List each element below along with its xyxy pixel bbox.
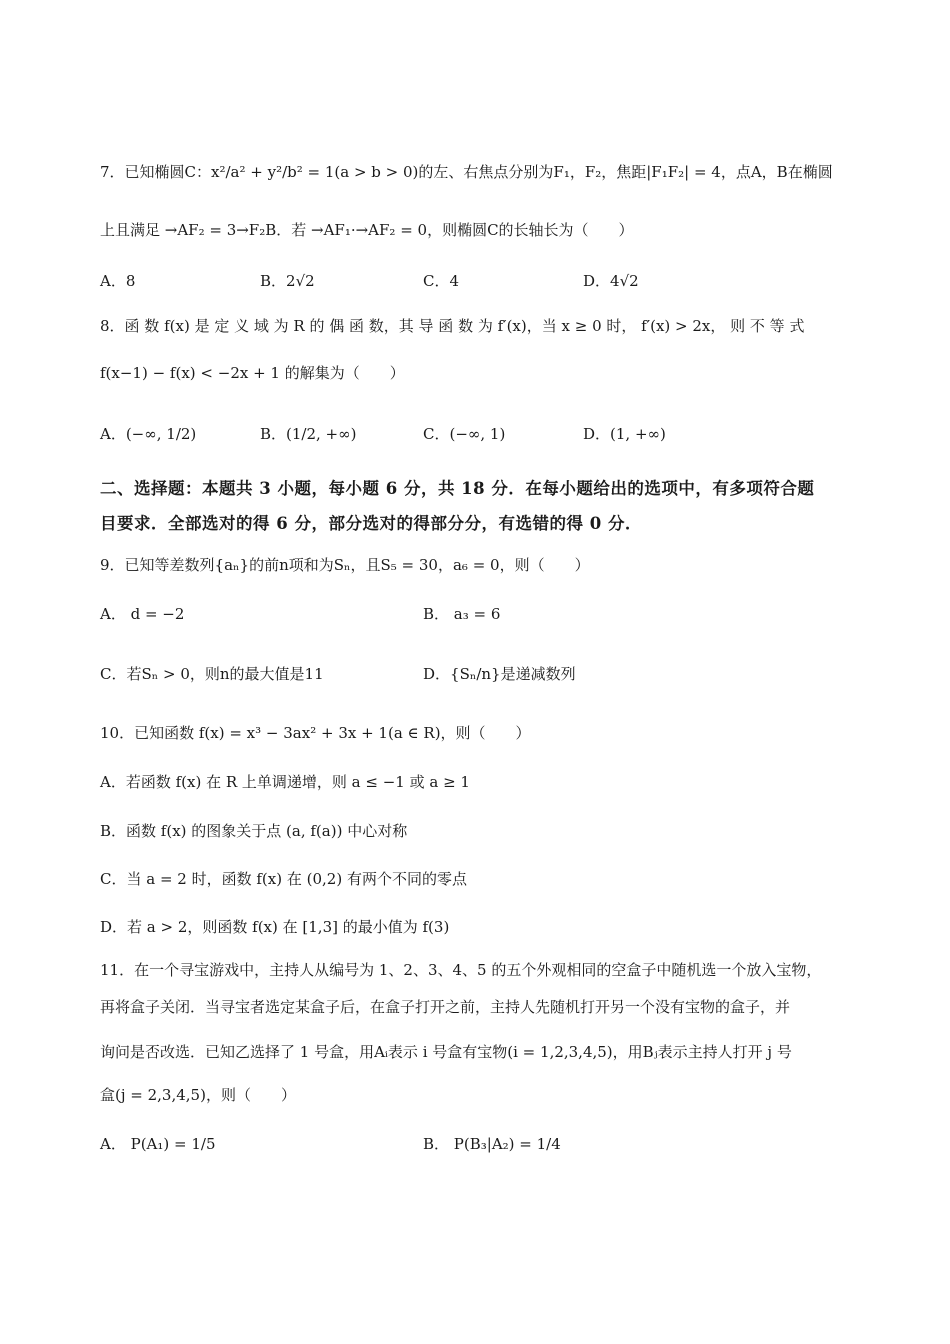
q7-line2: 上且满足 →AF₂ = 3→F₂B．若 →AF₁·→AF₂ = 0，则椭圆C的长轴长为（ ） — [100, 221, 634, 239]
q7-option-d: D．4√2 — [583, 272, 639, 290]
q7-option-b: B．2√2 — [260, 272, 315, 290]
q11-line2: 再将盒子关闭．当寻宝者选定某盒子后，在盒子打开之前，主持人先随机打开另一个没有宝物的盒子，并 — [100, 998, 791, 1016]
q9-option-d: D．{Sₙ/n}是递减数列 — [423, 665, 576, 683]
q8-line1: 8．函 数 f(x) 是 定 义 域 为 R 的 偶 函 数，其 导 函 数 为 f′(x)，当 x ≥ 0 时， f′(x) > 2x， 则 不 等 式 — [100, 317, 805, 335]
q11-line1: 11．在一个寻宝游戏中，主持人从编号为 1、2、3、4、5 的五个外观相同的空盒子中随机选一个放入宝物， — [100, 961, 822, 979]
q7-option-c: C．4 — [423, 272, 460, 290]
q10-option-b: B．函数 f(x) 的图象关于点 (a, f(a)) 中心对称 — [100, 822, 408, 840]
q8-line2: f(x−1) − f(x) < −2x + 1 的解集为（ ） — [100, 364, 405, 382]
q11-line3: 询问是否改选．已知乙选择了 1 号盒，用Aᵢ表示 i 号盒有宝物(i = 1,2,3,4,5)，用Bⱼ表示主持人打开 j 号 — [100, 1043, 792, 1061]
section2-heading-line2: 目要求．全部选对的得 6 分，部分选对的得部分分，有选错的得 0 分． — [100, 514, 642, 533]
q11-line4: 盒(j = 2,3,4,5)，则（ ） — [100, 1086, 296, 1104]
q9-stem: 9．已知等差数列{aₙ}的前n项和为Sₙ，且S₅ = 30，a₆ = 0，则（ ） — [100, 556, 590, 574]
q10-option-a: A．若函数 f(x) 在 R 上单调递增，则 a ≤ −1 或 a ≥ 1 — [100, 773, 470, 791]
q7-line1: 7．已知椭圆C：x²/a² + y²/b² = 1(a > b > 0)的左、右焦点分别为F₁，F₂，焦距|F₁F₂| = 4，点A，B在椭圆 — [100, 163, 833, 181]
q9-option-c: C．若Sₙ > 0，则n的最大值是11 — [100, 665, 324, 683]
q11-option-a: A． P(A₁) = 1/5 — [100, 1135, 216, 1153]
q8-option-c: C．(−∞, 1) — [423, 425, 506, 443]
q8-option-d: D．(1, +∞) — [583, 425, 666, 443]
q8-option-a: A．(−∞, 1/2) — [100, 425, 197, 443]
q10-option-d: D．若 a > 2，则函数 f(x) 在 [1,3] 的最小值为 f(3) — [100, 918, 450, 936]
q7-option-a: A．8 — [100, 272, 136, 290]
q9-option-a: A． d = −2 — [100, 605, 185, 623]
q10-stem: 10．已知函数 f(x) = x³ − 3ax² + 3x + 1(a ∈ R)，则（ ） — [100, 724, 531, 742]
q11-option-b: B． P(B₃|A₂) = 1/4 — [423, 1135, 561, 1153]
q8-option-b: B．(1/2, +∞) — [260, 425, 357, 443]
q10-option-c: C．当 a = 2 时，函数 f(x) 在 (0,2) 有两个不同的零点 — [100, 870, 467, 888]
q9-option-b: B． a₃ = 6 — [423, 605, 501, 623]
section2-heading-line1: 二、选择题：本题共 3 小题，每小题 6 分，共 18 分．在每小题给出的选项中，有多项符合题 — [100, 479, 815, 498]
